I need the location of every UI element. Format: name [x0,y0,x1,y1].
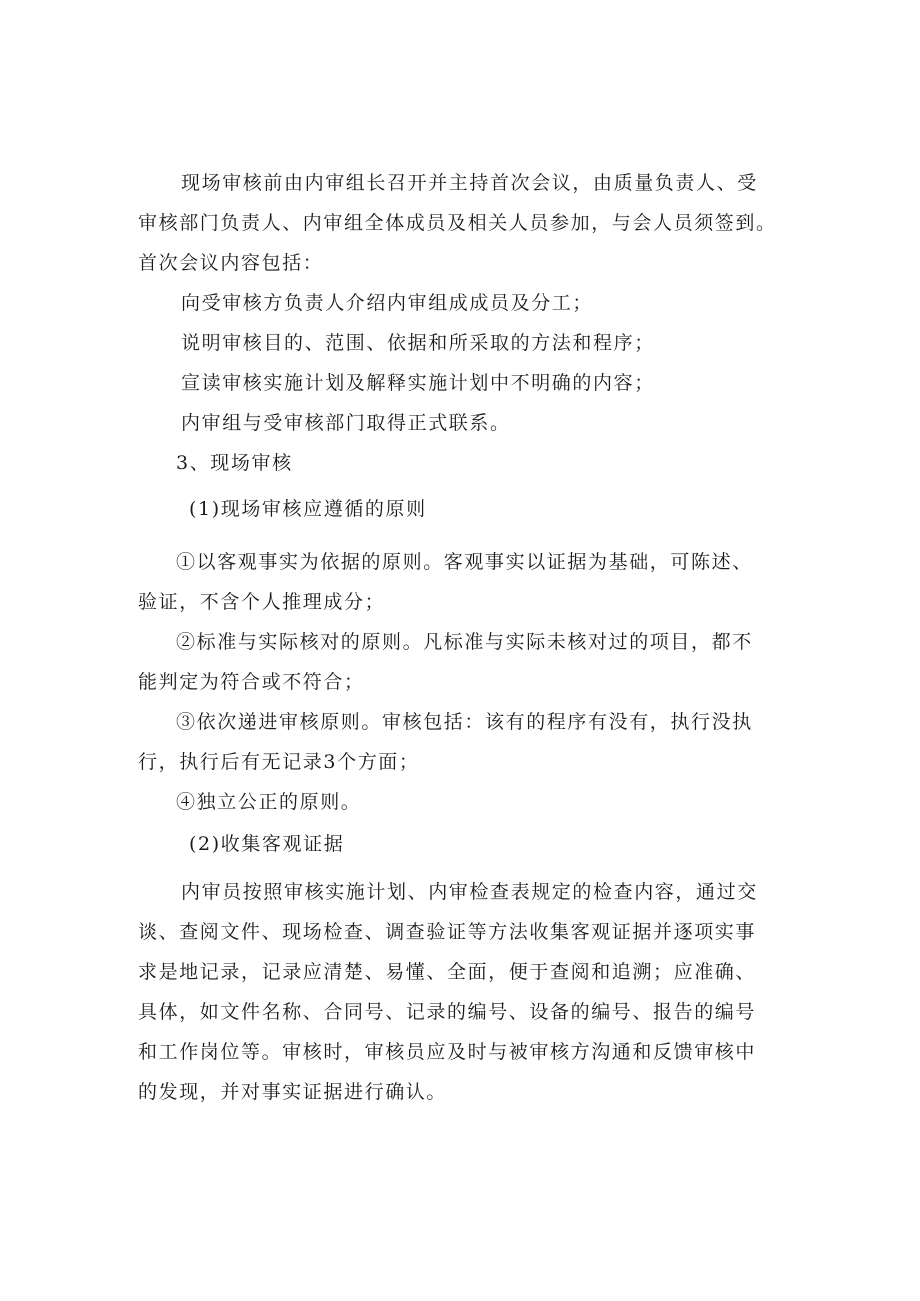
meeting-paragraph-line-1: 现场审核前由内审组长召开并主持首次会议，由质量负责人、受 [181,172,758,194]
evidence-paragraph-line-2: 谈、查阅文件、现场检查、调查验证等方法收集客观证据并逐项实事 [138,921,757,943]
meeting-paragraph-line-2: 审核部门负责人、内审组全体成员及相关人员参加，与会人员须签到。 [138,212,777,234]
principle-3-line-2: 行，执行后有无记录3个方面； [138,751,420,773]
evidence-paragraph-line-5: 和工作岗位等。审核时，审核员应及时与被审核方沟通和反馈审核中 [138,1041,757,1063]
principle-4-line-1: ④独立公正的原则。 [176,791,362,813]
meeting-paragraph-line-3: 首次会议内容包括： [138,252,324,274]
subsection-heading-principles: (1)现场审核应遵循的原则 [189,498,427,520]
evidence-paragraph-line-1: 内审员按照审核实施计划、内审检查表规定的检查内容，通过交 [181,881,758,903]
principle-1-line-1: ①以客观事实为依据的原则。客观事实以证据为基础，可陈述、 [176,551,753,573]
principle-2-line-2: 能判定为符合或不符合； [138,671,365,693]
meeting-item: 内审组与受审核部门取得正式联系。 [181,412,511,434]
evidence-paragraph-line-6: 的发现，并对事实证据进行确认。 [138,1081,448,1103]
meeting-item: 说明审核目的、范围、依据和所采取的方法和程序； [181,332,655,354]
subsection-heading-evidence: (2)收集客观证据 [189,833,345,855]
evidence-paragraph-line-4: 具体，如文件名称、合同号、记录的编号、设备的编号、报告的编号 [138,1001,757,1023]
principle-3-line-1: ③依次递进审核原则。审核包括：该有的程序有没有，执行没执 [176,711,753,733]
principle-2-line-1: ②标准与实际核对的原则。凡标准与实际未核对过的项目，都不 [176,631,753,653]
meeting-item: 向受审核方负责人介绍内审组成成员及分工； [181,292,594,314]
principle-1-line-2: 验证，不含个人推理成分； [138,591,386,613]
evidence-paragraph-line-3: 求是地记录，记录应清楚、易懂、全面，便于查阅和追溯；应准确、 [138,961,757,983]
section-heading: 3、现场审核 [176,452,293,474]
meeting-item: 宣读审核实施计划及解释实施计划中不明确的内容； [181,372,655,394]
